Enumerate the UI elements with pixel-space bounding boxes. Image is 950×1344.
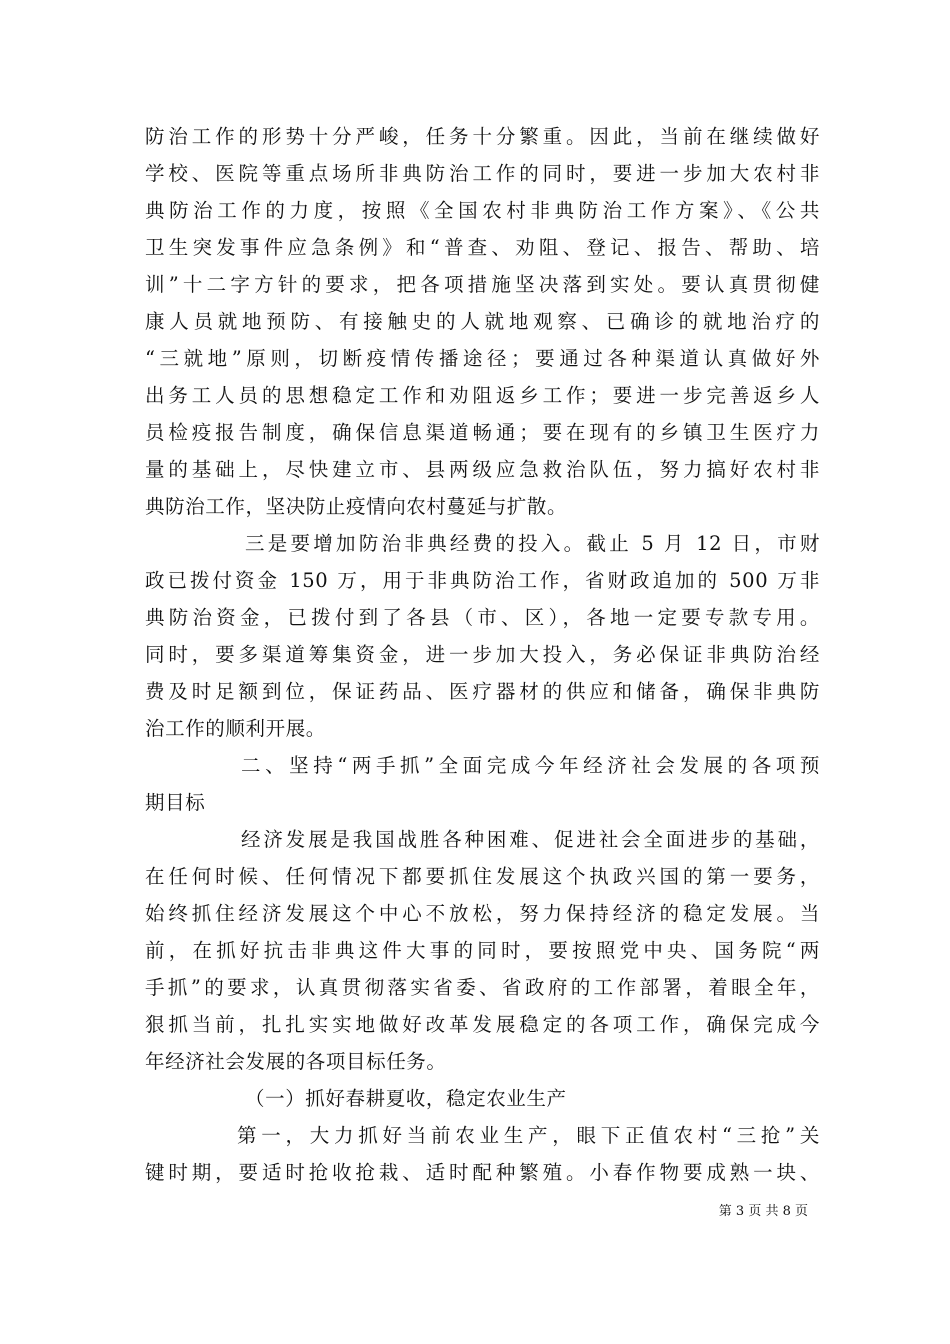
text-line-6: 康人员就地预防、有接触史的人就地观察、已确诊的就地治疗的 bbox=[145, 310, 820, 333]
text-line-4: 卫生突发事件应急条例》和“普查、劝阻、登记、报告、帮助、培 bbox=[145, 236, 820, 259]
text-line-3: 典防治工作的力度，按照《全国农村非典防治工作方案》、《公共 bbox=[145, 199, 820, 222]
text-line-17: 治工作的顺利开展。 bbox=[145, 717, 326, 740]
text-line-1: 防治工作的形势十分严峻，任务十分繁重。因此，当前在继续做好 bbox=[145, 125, 820, 148]
section-heading-line-1: 二、坚持“两手抓”全面完成今年经济社会发展的各项预 bbox=[241, 754, 820, 777]
text-line-21: 在任何时候、任何情况下都要抓住发展这个执政兴国的第一要务， bbox=[145, 865, 820, 888]
text-line-16: 费及时足额到位，保证药品、医疗器材的供应和储备，确保非典防 bbox=[145, 680, 820, 703]
text-line-24: 手抓”的要求，认真贯彻落实省委、省政府的工作部署，着眼全年， bbox=[145, 976, 820, 999]
text-line-20: 经济发展是我国战胜各种困难、促进社会全面进步的基础， bbox=[241, 828, 820, 851]
text-line-7: “三就地”原则，切断疫情传播途径；要通过各种渠道认真做好外 bbox=[145, 347, 820, 370]
text-line-22: 始终抓住经济发展这个中心不放松，努力保持经济的稳定发展。当 bbox=[145, 902, 820, 925]
text-line-14: 典防治资金，已拨付到了各县（市、区），各地一定要专款专用。 bbox=[145, 606, 820, 629]
text-line-10: 量的基础上，尽快建立市、县两级应急救治队伍，努力搞好农村非 bbox=[145, 458, 820, 481]
text-line-23: 前，在抓好抗击非典这件大事的同时，要按照党中央、国务院“两 bbox=[145, 939, 820, 962]
text-line-26: 年经济社会发展的各项目标任务。 bbox=[145, 1050, 447, 1073]
text-line-2: 学校、医院等重点场所非典防治工作的同时，要进一步加大农村非 bbox=[145, 162, 820, 185]
text-line-13: 政已拨付资金 150 万，用于非典防治工作，省财政追加的 500 万非 bbox=[145, 569, 820, 592]
text-line-9: 员检疫报告制度，确保信息渠道畅通；要在现有的乡镇卫生医疗力 bbox=[145, 421, 820, 444]
text-line-15: 同时，要多渠道筹集资金，进一步加大投入，务必保证非典防治经 bbox=[145, 643, 820, 666]
text-line-11: 典防治工作，坚决防止疫情向农村蔓延与扩散。 bbox=[145, 495, 568, 518]
text-line-12: 三是要增加防治非典经费的投入。截止 5 月 12 日，市财 bbox=[245, 532, 820, 555]
document-body bbox=[145, 118, 820, 1191]
text-line-5: 训”十二字方针的要求，把各项措施坚决落到实处。要认真贯彻健 bbox=[145, 273, 820, 296]
text-line-25: 狠抓当前，扎扎实实地做好改革发展稳定的各项工作，确保完成今 bbox=[145, 1013, 820, 1036]
text-line-28: 第一，大力抓好当前农业生产，眼下正值农村“三抢”关 bbox=[237, 1124, 820, 1147]
section-heading-line-2: 期目标 bbox=[145, 791, 206, 814]
page-number: 第 3 页 共 8 页 bbox=[718, 1204, 808, 1219]
text-line-8: 出务工人员的思想稳定工作和劝阻返乡工作；要进一步完善返乡人 bbox=[145, 384, 820, 407]
text-line-29: 键时期，要适时抢收抢栽、适时配种繁殖。小春作物要成熟一块、 bbox=[145, 1161, 820, 1184]
subsection-heading: （一）抓好春耕夏收，稳定农业生产 bbox=[245, 1087, 567, 1110]
